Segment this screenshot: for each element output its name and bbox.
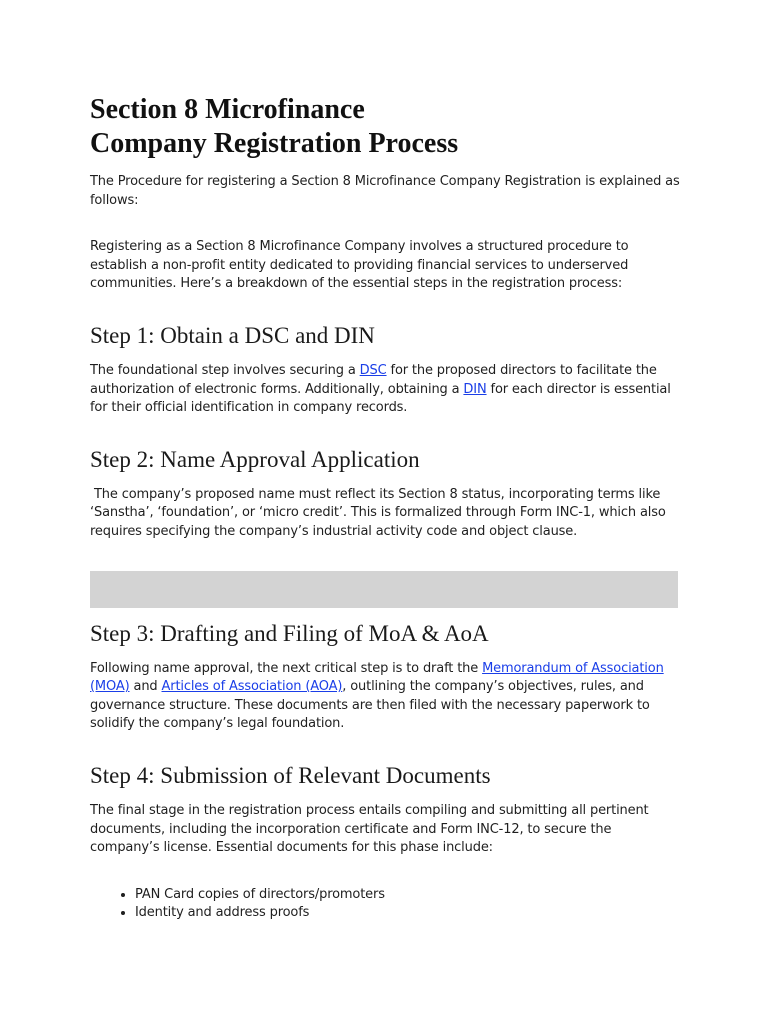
step3-paragraph [90,660,680,734]
step2-paragraph: The company’s proposed name must reflect its Section 8 status, incorporating terms like ‘Sanstha’, ‘foundation’, or ‘micro credit’. This is formalized through Form INC-1, which also requires specifying the company’s industrial activity code and object clause. [90,486,670,539]
list-item: • Identity and address proofs [135,904,680,923]
document-page [90,93,680,923]
step1-heading: Step 1: Obtain a DSC and DIN [90,322,375,348]
moa-link[interactable]: Memorandum of Association (MOA) [90,660,664,695]
list-item: • PAN Card copies of directors/promoters [135,886,680,905]
step3-text-b: and [129,679,162,695]
step4-heading: Step 4: Submission of Relevant Documents [90,762,491,788]
documents-list [90,886,680,923]
intro-paragraph: The Procedure for registering a Section 8 Microfinance Company Registration is explained as follows: [90,174,680,208]
overview-paragraph: Registering as a Section 8 Microfinance Company involves a structured procedure to establish a non-profit entity dedicated to providing financial services to underserved communities. Here’s a breakdown of the essential steps in the registration process: [90,239,629,292]
page-title-line-2: Company Registration Process [90,128,459,159]
step3-heading: Step 3: Drafting and Filing of MoA & AoA [90,620,489,646]
step1-text-a: The foundational step involves securing a [90,362,360,378]
step1-text-c: for each director is essential for their official identification in company records. [90,381,671,416]
page-title [90,93,680,161]
page-title-line-1: Section 8 Microfinance [90,94,365,125]
aoa-link[interactable]: Articles of Association (AOA) [161,679,343,695]
step1-paragraph [90,362,680,418]
step3-text-c: , outlining the company’s objectives, rules, and governance structure. These documents are then filed with the necessary paperwork to solidify the company’s legal foundation. [90,679,650,732]
step4-paragraph: The final stage in the registration process entails compiling and submitting all pertinent documents, including the incorporation certificate and Form INC-12, to secure the company’s license. Essential documents for this phase include: [90,802,649,856]
dsc-link[interactable]: DSC [359,362,387,378]
step3-text-a: Following name approval, the next critical step is to draft the [90,660,483,676]
step2-heading: Step 2: Name Approval Application [90,446,420,472]
step1-text-b: for the proposed directors to facilitate the authorization of electronic forms. Additionally, obtaining a [90,362,657,397]
gray-banner-placeholder [90,571,678,608]
din-link[interactable]: DIN [463,381,487,397]
